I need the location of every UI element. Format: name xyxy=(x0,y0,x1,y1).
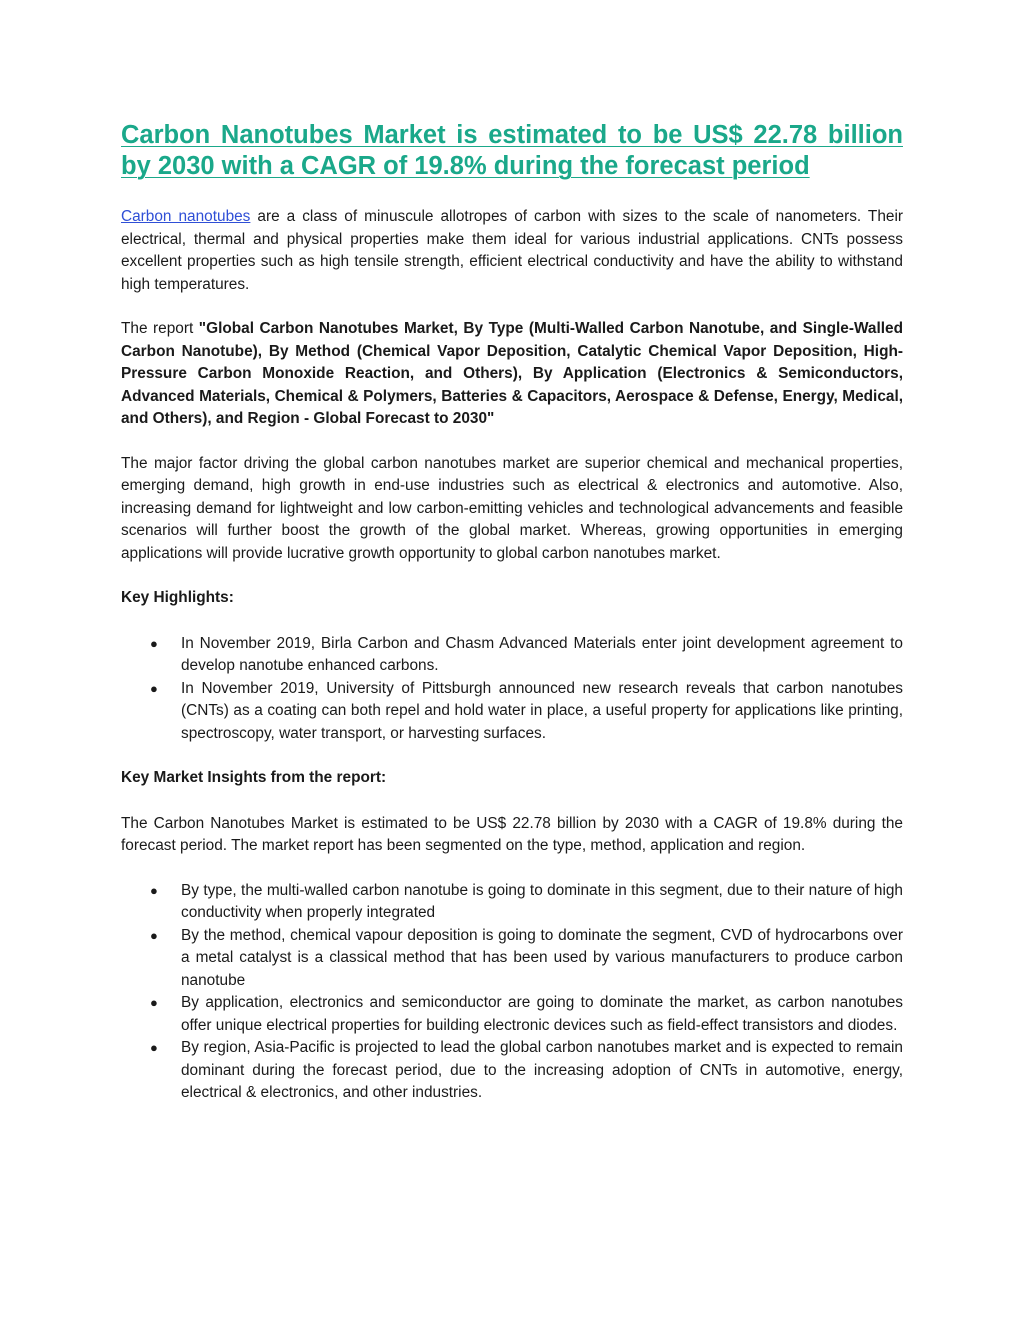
highlights-list xyxy=(121,633,903,746)
list-item-text: In November 2019, Birla Carbon and Chasm Advanced Materials enter joint development agreement to develop nanotube enhanced carbons. xyxy=(181,634,903,674)
list-item-text: By region, Asia-Pacific is projected to lead the global carbon nanotubes market and is expected to remain dominant during the forecast period, due to the increasing adoption of CNTs in automotive, energy, electrical & electronics, and other industries. xyxy=(181,1039,903,1101)
bullet-icon: ● xyxy=(150,1040,158,1055)
list-item xyxy=(121,880,903,925)
list-item xyxy=(121,992,903,1037)
bullet-icon: ● xyxy=(150,635,158,651)
page-title: Carbon Nanotubes Market is estimated to be US$ 22.78 billion by 2030 with a CAGR of 19.8% during the forecast period xyxy=(121,121,903,180)
key-highlights-heading: Key Highlights: xyxy=(121,589,234,606)
list-item xyxy=(121,1037,903,1105)
list-item xyxy=(121,633,903,678)
drivers-paragraph: The major factor driving the global carbon nanotubes market are superior chemical and mechanical properties, emerging demand, high growth in end-use industries such as electrical & electronics and automotive. Also, increasing demand for lightweight and low carbon-emitting vehicles and technological advancements and feasible scenarios will further boost the growth of the global market. Whereas, growing opportunities in emerging applications will provide lucrative growth opportunity to global carbon nanotubes market. xyxy=(121,454,903,562)
bullet-icon: ● xyxy=(150,995,158,1010)
report-paragraph xyxy=(121,318,903,431)
bullet-icon: ● xyxy=(150,882,158,898)
list-item-text: In November 2019, University of Pittsburgh announced new research reveals that carbon nanotubes (CNTs) as a coating can both repel and hold water in place, a useful property for applications like printing, spectroscopy, water transport, or harvesting surfaces. xyxy=(181,679,903,742)
insights-list xyxy=(121,880,903,1105)
key-insights-heading: Key Market Insights from the report: xyxy=(121,769,387,786)
bullet-icon: ● xyxy=(150,680,158,696)
list-item xyxy=(121,925,903,993)
bullet-icon: ● xyxy=(150,927,158,943)
list-item-text: By type, the multi-walled carbon nanotube is going to dominate in this segment, due to their nature of high conductivity when properly integrated xyxy=(181,881,903,921)
carbon-nanotubes-link[interactable]: Carbon nanotubes xyxy=(121,208,251,225)
intro-text: are a class of minuscule allotropes of carbon with sizes to the scale of nanometers. Their electrical, thermal and physical properties make them ideal for various industrial applications. CNTs possess excellent properties such as high tensile strength, efficient electrical conductivity and have the ability to withstand high temperatures. xyxy=(121,208,903,293)
intro-paragraph xyxy=(121,206,903,296)
document-page xyxy=(121,120,903,1127)
insights-summary: The Carbon Nanotubes Market is estimated to be US$ 22.78 billion by 2030 with a CAGR of 19.8% during the forecast period. The market report has been segmented on the type, method, application and region. xyxy=(121,814,903,854)
report-prefix: The report xyxy=(121,320,199,337)
list-item-text: By application, electronics and semiconductor are going to dominate the market, as carbon nanotubes offer unique electrical properties for building electronic devices such as field-effect transistors and diodes. xyxy=(181,994,903,1034)
list-item-text: By the method, chemical vapour deposition is going to dominate the segment, CVD of hydrocarbons over a metal catalyst is a classical method that has been used by various manufacturers to produce carbon nanotube xyxy=(181,926,903,989)
list-item xyxy=(121,678,903,746)
report-title: "Global Carbon Nanotubes Market, By Type (Multi-Walled Carbon Nanotube, and Single-Walled Carbon Nanotube), By Method (Chemical Vapor Deposition, Catalytic Chemical Vapor Deposition, High-Pressure Carbon Monoxide Reaction, and Others), By Application (Electronics & Semiconductors, Advanced Materials, Chemical & Polymers, Batteries & Capacitors, Aerospace & Defense, Energy, Medical, and Others), and Region - Global Forecast to 2030" xyxy=(121,320,904,427)
